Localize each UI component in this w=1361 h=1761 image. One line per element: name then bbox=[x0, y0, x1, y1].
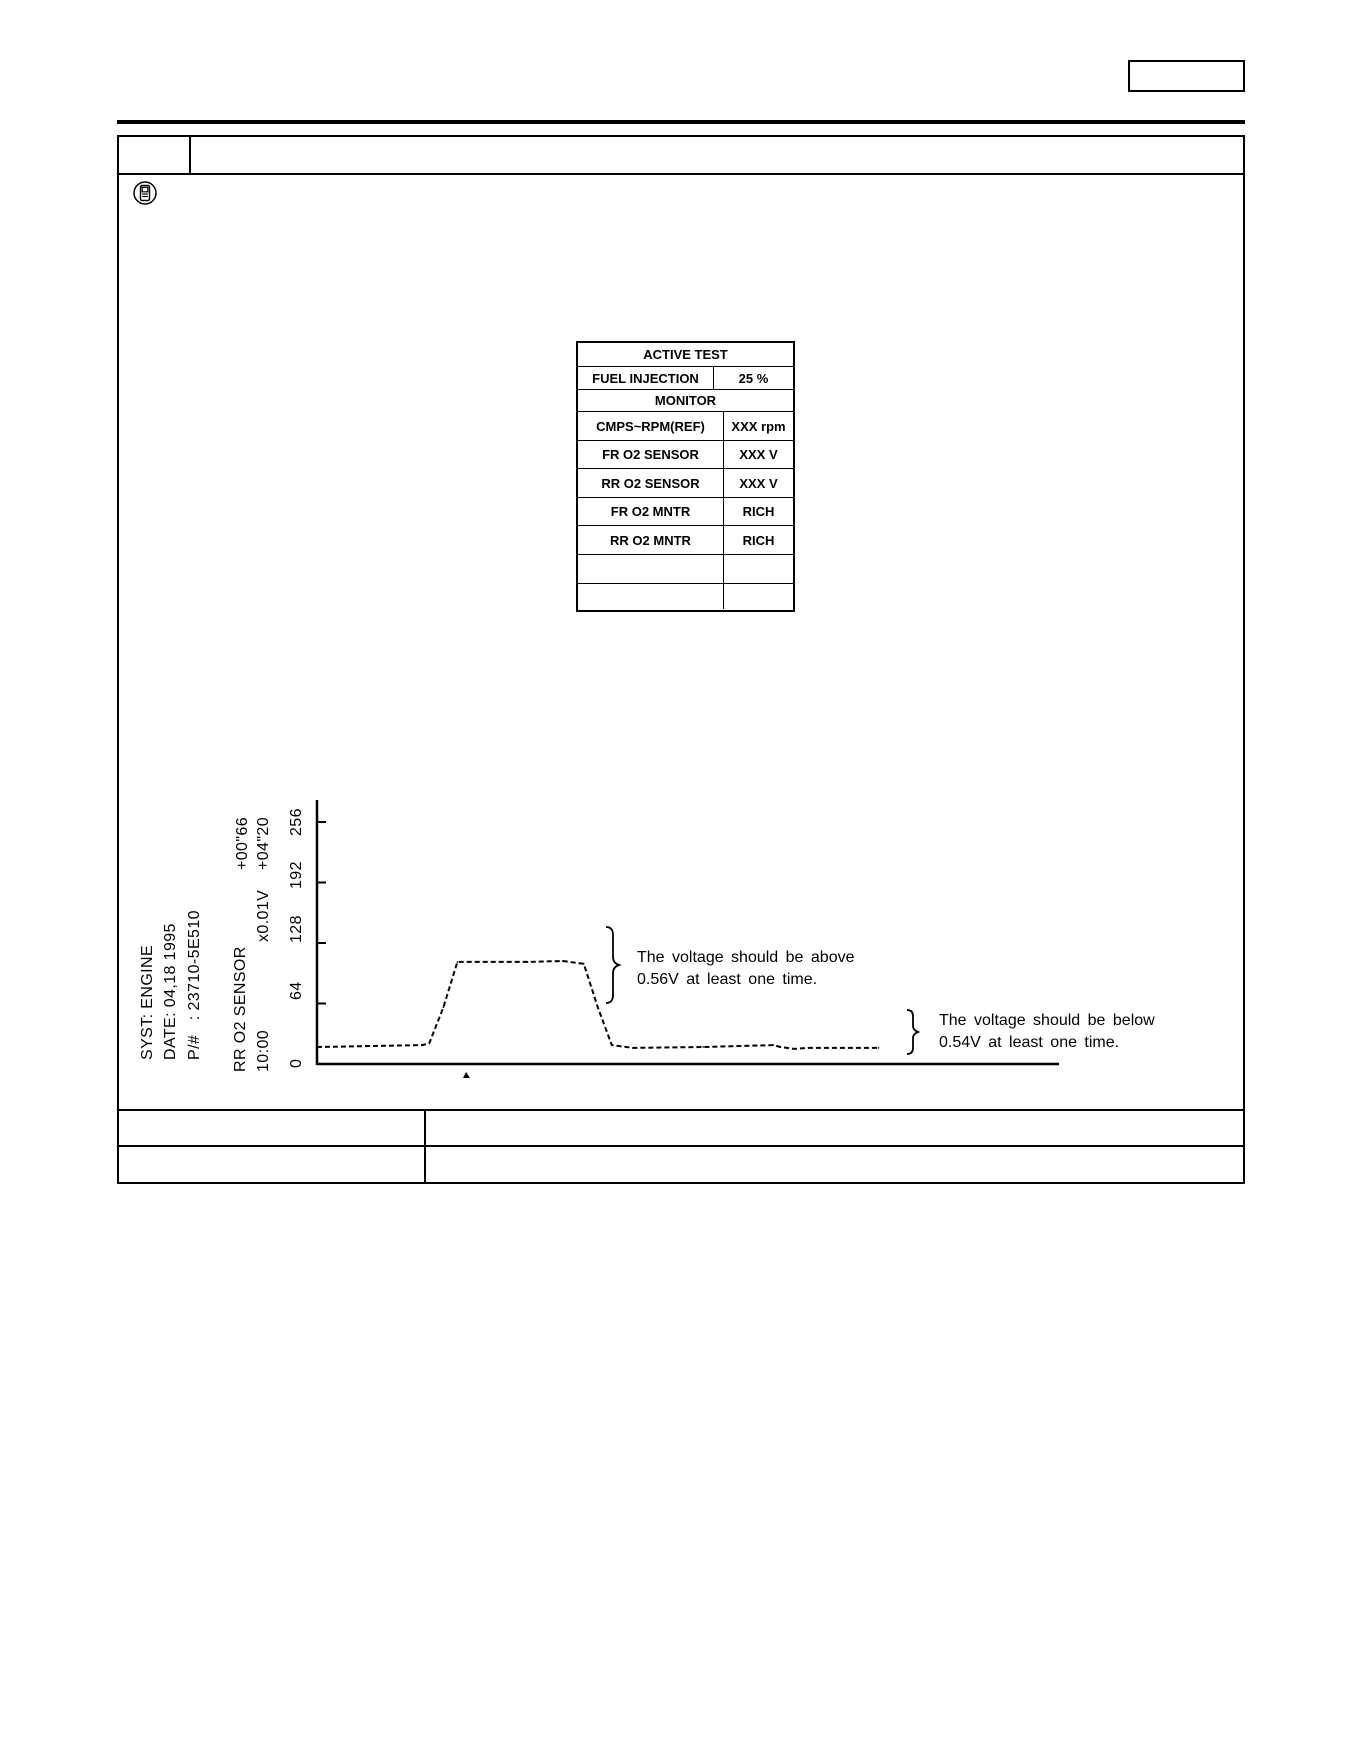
brace-icon bbox=[907, 1010, 918, 1054]
monitor-item-value: XXX V bbox=[739, 447, 778, 462]
graph-info-system: SYST: ENGINE bbox=[139, 944, 156, 1060]
monitor-item-value bbox=[724, 555, 793, 583]
table-row bbox=[578, 555, 793, 584]
graph-sensor-label: RR O2 SENSOR bbox=[232, 946, 249, 1072]
table-row bbox=[578, 526, 793, 555]
table-row bbox=[578, 498, 793, 526]
data-point bbox=[583, 963, 585, 965]
table-row bbox=[578, 412, 793, 441]
fuel-injection-row bbox=[578, 367, 793, 390]
data-point bbox=[611, 1044, 613, 1046]
trigger-marker-icon bbox=[463, 1072, 470, 1078]
y-tick-label: 192 bbox=[288, 861, 305, 889]
monitor-item-value bbox=[724, 584, 793, 609]
step-header-divider bbox=[117, 173, 1245, 175]
monitor-item-label: RR O2 MNTR bbox=[578, 526, 724, 554]
data-point bbox=[457, 961, 459, 963]
monitor-item-value: RICH bbox=[742, 532, 775, 548]
monitor-item-label bbox=[578, 584, 724, 609]
consult-tool-icon bbox=[133, 181, 157, 205]
monitor-item-label: FR O2 MNTR bbox=[578, 498, 724, 525]
data-point bbox=[632, 1047, 634, 1049]
data-point bbox=[597, 1006, 599, 1008]
graph-range-label-1: +00"66 bbox=[234, 816, 251, 870]
data-point bbox=[808, 1047, 810, 1049]
data-point bbox=[562, 960, 564, 962]
header-rule bbox=[117, 120, 1245, 124]
monitor-item-value: XXX rpm bbox=[731, 418, 786, 434]
data-point bbox=[780, 1046, 782, 1048]
y-tick-label: 256 bbox=[288, 808, 305, 836]
active-test-title-row bbox=[578, 343, 793, 367]
step-number-divider bbox=[189, 135, 191, 174]
active-test-title: ACTIVE TEST bbox=[643, 347, 728, 362]
monitor-item-label bbox=[578, 555, 724, 583]
table-row bbox=[578, 584, 793, 609]
monitor-heading-row bbox=[578, 390, 793, 412]
monitor-item-value: XXX V bbox=[739, 475, 778, 491]
table-row bbox=[578, 441, 793, 469]
note-below-threshold bbox=[939, 1010, 1155, 1054]
data-point bbox=[773, 1044, 775, 1046]
data-point bbox=[443, 1006, 445, 1008]
note-below-line-2: 0.54V at least one time. bbox=[939, 1034, 1120, 1051]
data-point bbox=[316, 1046, 318, 1048]
data-point bbox=[429, 1042, 431, 1044]
page-tag-box bbox=[1128, 60, 1245, 92]
y-tick-label: 0 bbox=[288, 1058, 305, 1068]
monitor-item-label: FR O2 SENSOR bbox=[578, 441, 724, 468]
monitor-heading: MONITOR bbox=[654, 393, 717, 408]
note-above-threshold bbox=[637, 947, 854, 991]
data-point bbox=[422, 1044, 424, 1046]
graph-time-label: 10:00 bbox=[255, 1029, 272, 1072]
graph-unit-label: x0.01V bbox=[255, 889, 272, 942]
bottom-table-row-divider bbox=[117, 1145, 1245, 1147]
data-point bbox=[878, 1047, 880, 1049]
graph-range-label-2: +04"20 bbox=[255, 816, 272, 870]
brace-icon bbox=[606, 927, 619, 1003]
data-point bbox=[794, 1048, 796, 1050]
monitor-item-label: RR O2 SENSOR bbox=[578, 469, 724, 497]
note-above-line-1: The voltage should be above bbox=[637, 949, 855, 966]
active-test-table bbox=[576, 341, 795, 612]
y-tick-label: 64 bbox=[288, 981, 305, 1000]
graph-info-date: DATE: 04,18 1995 bbox=[162, 923, 179, 1060]
rr-o2-sensor-graph bbox=[120, 800, 1220, 1090]
data-point bbox=[527, 961, 529, 963]
monitor-item-value: RICH bbox=[742, 504, 775, 519]
y-tick-label: 128 bbox=[288, 915, 305, 943]
bottom-table-row-divider bbox=[117, 1109, 1245, 1111]
note-above-line-2: 0.56V at least one time. bbox=[637, 971, 818, 988]
table-row bbox=[578, 469, 793, 498]
fuel-injection-label: FUEL INJECTION bbox=[578, 367, 714, 389]
bottom-table-col-divider bbox=[424, 1109, 426, 1184]
note-below-line-1: The voltage should be below bbox=[939, 1012, 1155, 1029]
fuel-injection-value: 25 % bbox=[738, 370, 769, 386]
monitor-item-label: CMPS~RPM(REF) bbox=[578, 412, 724, 440]
graph-info-part-number: P/# : 23710-5E510 bbox=[186, 910, 203, 1060]
data-point bbox=[702, 1046, 704, 1048]
